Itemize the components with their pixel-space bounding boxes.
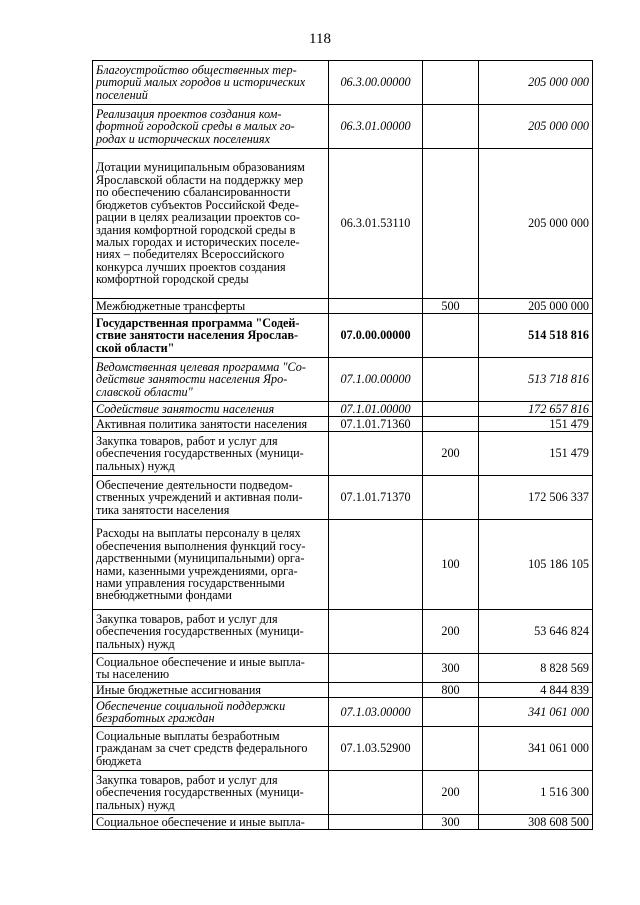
row-sum-cell: 205 000 000: [479, 299, 593, 314]
page-number: 118: [309, 31, 331, 47]
table-row: [93, 417, 593, 432]
row-sum-cell: 172 657 816: [479, 402, 593, 417]
row-code-cell: 06.3.00.00000: [329, 61, 423, 105]
table-row: [93, 432, 593, 476]
row-code-cell: [329, 299, 423, 314]
row-vr-cell: 500: [423, 299, 479, 314]
table-row: [93, 105, 593, 149]
row-name-cell: Расходы на выплаты персоналу в целях обеспечения выполнения функций госу- дарственными (муниципальными) орга- нами, казенными учреждениями, орга- нами управления государственными внебюджетными фондами: [93, 520, 329, 610]
row-sum-cell: 205 000 000: [479, 61, 593, 105]
row-name-cell: Закупка товаров, работ и услуг для обеспечения государственных (муници- пальных) нужд: [93, 771, 329, 815]
row-name-cell: Обеспечение деятельности подведом- ственных учреждений и активная поли- тика занятости населения: [93, 476, 329, 520]
row-vr-cell: [423, 149, 479, 299]
row-vr-cell: 200: [423, 771, 479, 815]
table-row: [93, 727, 593, 771]
row-sum-cell: 4 844 839: [479, 683, 593, 698]
row-vr-cell: 100: [423, 520, 479, 610]
table-row: [93, 698, 593, 727]
row-vr-cell: [423, 314, 479, 358]
row-code-cell: 07.1.03.00000: [329, 698, 423, 727]
table-row: [93, 654, 593, 683]
row-code-cell: [329, 520, 423, 610]
row-vr-cell: [423, 105, 479, 149]
row-sum-cell: 8 828 569: [479, 654, 593, 683]
row-name-cell: Реализация проектов создания ком- фортной городской среды в малых го- родах и исторических поселениях: [93, 105, 329, 149]
row-vr-cell: 300: [423, 654, 479, 683]
row-vr-cell: [423, 476, 479, 520]
row-name-cell: Социальное обеспечение и иные выпла- ты населению: [93, 654, 329, 683]
row-code-cell: 06.3.01.00000: [329, 105, 423, 149]
row-code-cell: [329, 432, 423, 476]
row-code-cell: 07.0.00.00000: [329, 314, 423, 358]
row-code-cell: 07.1.03.52900: [329, 727, 423, 771]
row-code-cell: 07.1.01.00000: [329, 402, 423, 417]
row-name-cell: Социальное обеспечение и иные выпла-: [93, 815, 329, 830]
row-name-cell: Закупка товаров, работ и услуг для обеспечения государственных (муници- пальных) нужд: [93, 610, 329, 654]
row-name-cell: Дотации муниципальным образованиям Ярославской области на поддержку мер по обеспечению сбалансированности бюджетов субъектов Российской Феде- рации в целях реализации проектов со- здания комфортной городской среды в малых городах и исторических поселе- ниях – победителях Всероссийского конкурса лучших проектов создания комфортной городской среды: [93, 149, 329, 299]
row-vr-cell: [423, 698, 479, 727]
table-row: [93, 815, 593, 830]
row-name-cell: Межбюджетные трансферты: [93, 299, 329, 314]
row-sum-cell: 341 061 000: [479, 698, 593, 727]
row-vr-cell: [423, 61, 479, 105]
row-name-cell: Благоустройство общественных тер- риторий малых городов и исторических поселений: [93, 61, 329, 105]
table-row: [93, 61, 593, 105]
row-vr-cell: 800: [423, 683, 479, 698]
table-row: [93, 402, 593, 417]
table-row: [93, 149, 593, 299]
row-name-cell: Иные бюджетные ассигнования: [93, 683, 329, 698]
row-code-cell: 07.1.01.71370: [329, 476, 423, 520]
table-row: [93, 771, 593, 815]
row-sum-cell: 205 000 000: [479, 149, 593, 299]
row-sum-cell: 341 061 000: [479, 727, 593, 771]
row-vr-cell: [423, 417, 479, 432]
table-row: [93, 358, 593, 402]
row-sum-cell: 105 186 105: [479, 520, 593, 610]
table-row: [93, 314, 593, 358]
row-vr-cell: 200: [423, 432, 479, 476]
row-sum-cell: 151 479: [479, 417, 593, 432]
row-code-cell: [329, 771, 423, 815]
table-row: [93, 683, 593, 698]
table-row: [93, 610, 593, 654]
row-vr-cell: [423, 358, 479, 402]
row-code-cell: [329, 610, 423, 654]
row-vr-cell: 200: [423, 610, 479, 654]
row-code-cell: [329, 654, 423, 683]
row-vr-cell: [423, 727, 479, 771]
row-name-cell: Содействие занятости населения: [93, 402, 329, 417]
table-row: [93, 476, 593, 520]
row-name-cell: Ведомственная целевая программа "Со- действие занятости населения Яро- славской области": [93, 358, 329, 402]
row-sum-cell: 1 516 300: [479, 771, 593, 815]
row-sum-cell: 308 608 500: [479, 815, 593, 830]
row-name-cell: Социальные выплаты безработным гражданам за счет средств федерального бюджета: [93, 727, 329, 771]
row-sum-cell: 513 718 816: [479, 358, 593, 402]
row-vr-cell: 300: [423, 815, 479, 830]
budget-table-body: [93, 61, 593, 830]
budget-table: [92, 60, 593, 830]
row-code-cell: [329, 815, 423, 830]
table-row: [93, 299, 593, 314]
row-sum-cell: 205 000 000: [479, 105, 593, 149]
row-name-cell: Активная политика занятости населения: [93, 417, 329, 432]
row-sum-cell: 151 479: [479, 432, 593, 476]
row-code-cell: [329, 683, 423, 698]
row-sum-cell: 514 518 816: [479, 314, 593, 358]
row-name-cell: Государственная программа "Содей- ствие занятости населения Ярослав- ской области": [93, 314, 329, 358]
table-row: [93, 520, 593, 610]
row-code-cell: 07.1.01.71360: [329, 417, 423, 432]
row-name-cell: Обеспечение социальной поддержки безработных граждан: [93, 698, 329, 727]
row-vr-cell: [423, 402, 479, 417]
row-code-cell: 07.1.00.00000: [329, 358, 423, 402]
row-sum-cell: 172 506 337: [479, 476, 593, 520]
row-sum-cell: 53 646 824: [479, 610, 593, 654]
row-name-cell: Закупка товаров, работ и услуг для обеспечения государственных (муници- пальных) нужд: [93, 432, 329, 476]
row-code-cell: 06.3.01.53110: [329, 149, 423, 299]
